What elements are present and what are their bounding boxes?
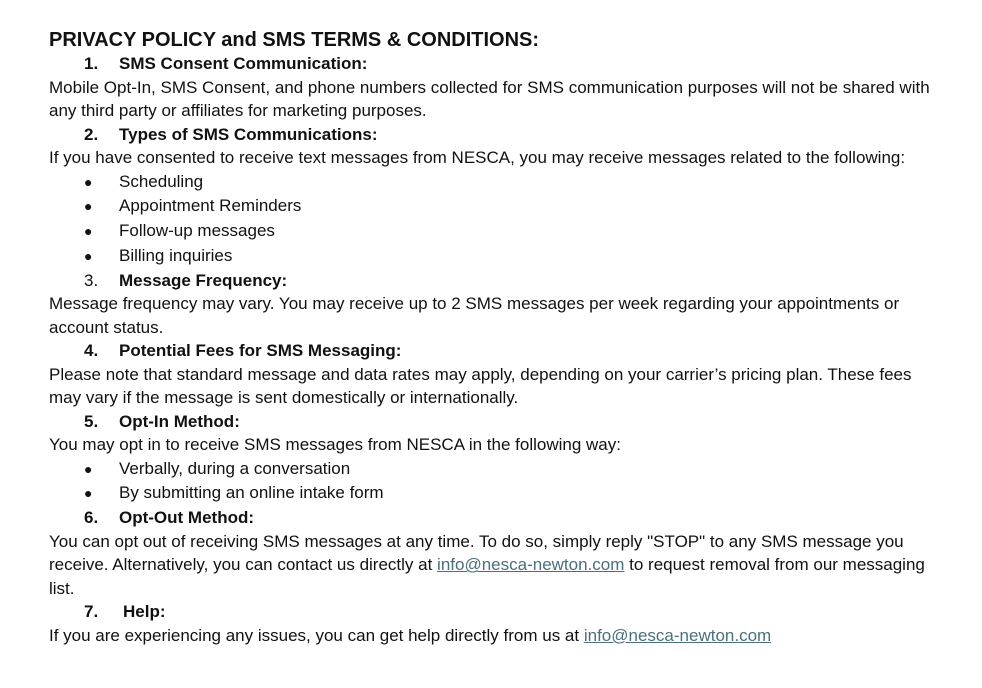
body-text: to request removal from our messaging list. — [49, 555, 925, 598]
list-item — [49, 194, 944, 219]
document — [49, 26, 944, 647]
section-label: Message Frequency: — [119, 270, 288, 290]
section-body-7 — [49, 624, 944, 648]
section-number: 1. — [84, 54, 99, 73]
email-link[interactable]: info@nesca-newton.com — [583, 625, 772, 645]
bullet-icon: ● — [84, 223, 93, 240]
section-label: Help: — [123, 602, 166, 622]
section-label: Opt-Out Method: — [119, 508, 255, 528]
list-item-text: Scheduling — [119, 171, 204, 191]
list-item — [49, 244, 944, 269]
section-heading-2 — [49, 123, 944, 147]
section-label: Opt-In Method: — [119, 411, 240, 431]
section-number: 6. — [84, 508, 99, 528]
list-item — [49, 219, 944, 244]
section-body-5: You may opt in to receive SMS messages from NESCA in the following way: — [49, 435, 621, 455]
section-body-3: Message frequency may vary. You may receive up to 2 SMS messages per week regarding your appointments or account status. — [49, 294, 900, 337]
body-text: If you are experiencing any issues, you can get help directly from us at — [49, 625, 584, 645]
email-link[interactable]: info@nesca-newton.com — [437, 555, 625, 575]
section-number: 4. — [84, 341, 99, 361]
section-heading-7 — [49, 600, 944, 624]
bullet-icon: ● — [84, 173, 93, 190]
section-heading-1 — [49, 52, 944, 76]
section-heading-5 — [49, 410, 944, 434]
section-label: SMS Consent Communication: — [119, 54, 368, 73]
section-heading-6 — [49, 506, 944, 530]
list-item-text: Verbally, during a conversation — [119, 458, 351, 478]
section-label: Types of SMS Communications: — [119, 124, 378, 144]
bullet-icon: ● — [84, 460, 93, 477]
bullet-icon: ● — [84, 247, 93, 264]
section-heading-4 — [49, 339, 944, 363]
section-body-1: Mobile Opt-In, SMS Consent, and phone numbers collected for SMS communication purposes will not be shared with any third party or affiliates for marketing purposes. — [49, 77, 930, 120]
section-label: Potential Fees for SMS Messaging: — [119, 341, 402, 361]
list-item-text: By submitting an online intake form — [119, 483, 384, 503]
section-body-6 — [49, 530, 944, 601]
section-number: 5. — [84, 411, 99, 431]
list-item — [49, 457, 944, 482]
section-heading-3 — [49, 269, 944, 293]
list-item — [49, 481, 944, 506]
list-item-text: Appointment Reminders — [119, 196, 302, 216]
section-body-4: Please note that standard message and data rates may apply, depending on your carrier’s pricing plan. These fees may vary if the message is sent domestically or internationally. — [49, 364, 912, 408]
body-text: You can opt out of receiving SMS messages at any time. To do so, simply reply "STOP" to any SMS message you receive. Alternatively, you can contact us directly at — [49, 531, 904, 575]
bullet-icon: ● — [84, 198, 93, 215]
list-item-text: Billing inquiries — [119, 245, 233, 265]
section-number: 3. — [84, 270, 99, 290]
bullet-icon: ● — [84, 485, 93, 502]
list-item — [49, 170, 944, 195]
section-number: 7. — [84, 602, 99, 622]
page-title: PRIVACY POLICY and SMS TERMS & CONDITIONS: — [49, 29, 540, 51]
list-item-text: Follow-up messages — [119, 221, 275, 241]
section-body-2: If you have consented to receive text messages from NESCA, you may receive messages related to the following: — [49, 148, 906, 167]
section-number: 2. — [84, 124, 99, 144]
